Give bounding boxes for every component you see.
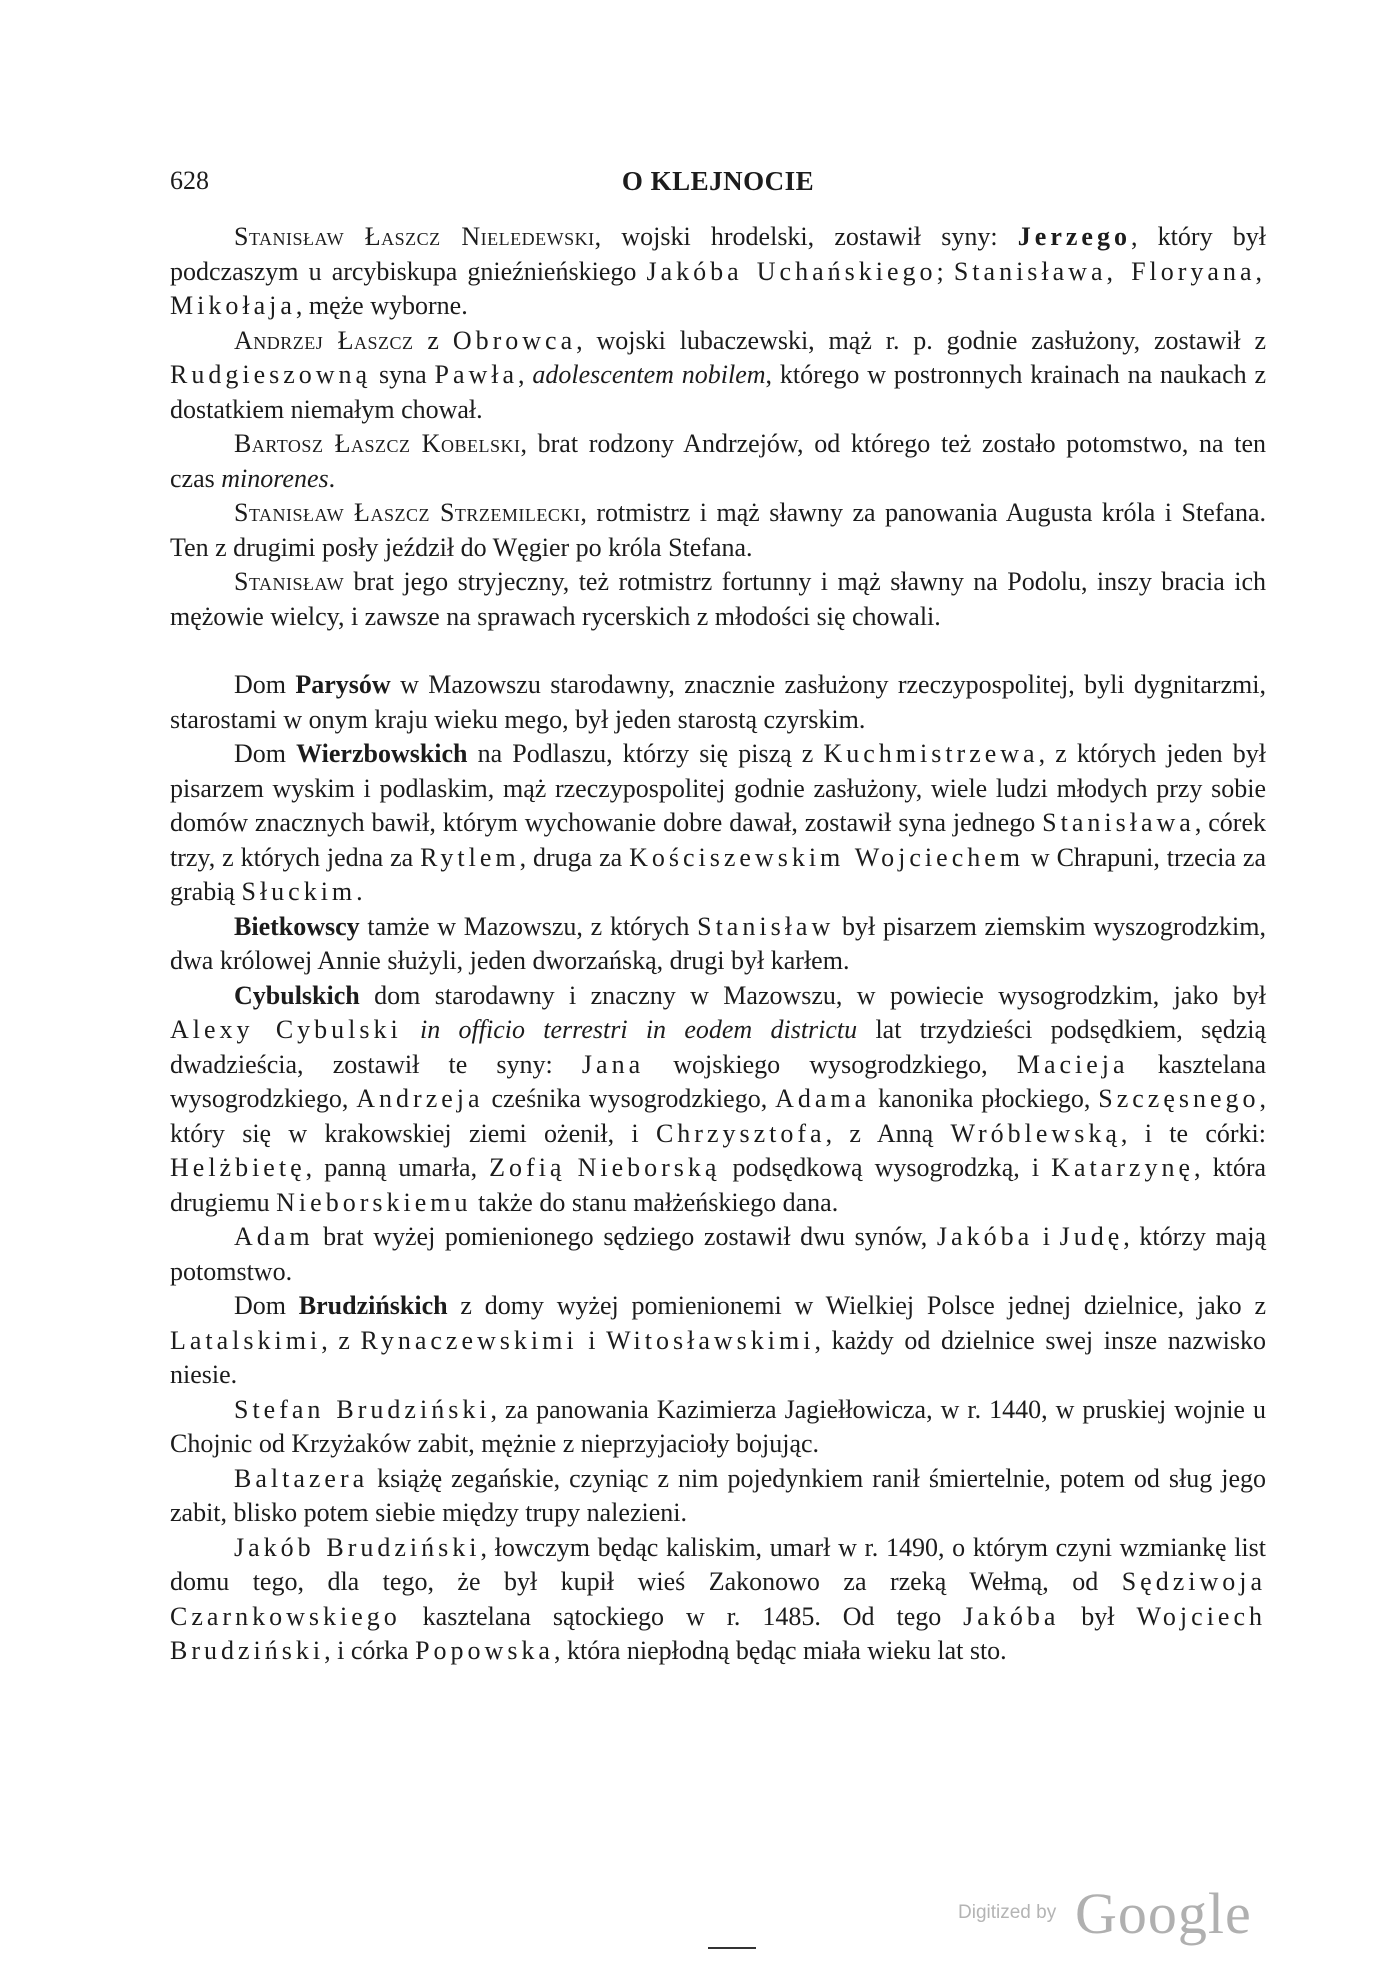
text-run: , panną umarła, bbox=[305, 1153, 490, 1182]
text-run: , który był podczaszym u arcybiskupa gnieźnieńskiego bbox=[170, 222, 1267, 286]
emphasized-text: Judę bbox=[1059, 1222, 1124, 1251]
text-run: Dom bbox=[234, 670, 296, 699]
text-run: , za panowania Kazimierza Jagiełłowicza, w r. 1440, w pruskiej wojnie u Chojnic od Krzyżaków zabit, mężnie z nieprzyjacioły bojując. bbox=[170, 1394, 1266, 1458]
text-run: był pisarzem ziemskim wyszogrodzkim, dwa królowej Annie służyli, jeden dworzańską, drugi był karłem. bbox=[170, 911, 1266, 975]
text-run: , i córka bbox=[324, 1636, 416, 1665]
text-run: w Chrapuni, trzecia za grabią bbox=[170, 842, 1266, 906]
text-run: i bbox=[577, 1325, 607, 1355]
emphasized-text: Jerzego bbox=[1017, 222, 1131, 251]
emphasized-text: minorenes bbox=[221, 463, 329, 493]
emphasized-text: Adam bbox=[234, 1222, 314, 1251]
emphasized-text: Latalskimi bbox=[170, 1325, 322, 1355]
text-run: , z Anną bbox=[825, 1118, 951, 1148]
running-title: O KLEJNOCIE bbox=[621, 166, 815, 196]
emphasized-text: Rytlem bbox=[420, 842, 520, 872]
text-run: , brat rodzony Andrzejów, od którego też zostało potomstwo, na ten czas bbox=[170, 429, 1266, 493]
emphasized-text: adolescentem nobilem bbox=[532, 360, 766, 389]
emphasized-text: Alexy Cybulski bbox=[170, 1015, 402, 1044]
emphasized-text: Sędziwoja Czarnkowskiego bbox=[170, 1567, 1266, 1631]
text-run bbox=[402, 1015, 420, 1044]
emphasized-text: Szczęsnego bbox=[1098, 1084, 1260, 1113]
paragraph bbox=[170, 496, 1266, 565]
emphasized-text: Jakóba bbox=[963, 1601, 1060, 1631]
emphasized-text: Macieja bbox=[1016, 1049, 1129, 1079]
emphasized-text: Nieborskiemu bbox=[276, 1187, 472, 1217]
digitized-watermark bbox=[958, 1880, 1258, 1946]
text-run: kasztelana sątockiego w r. 1485. Od tego bbox=[400, 1601, 964, 1631]
emphasized-text: Słuckim bbox=[241, 877, 357, 906]
emphasized-text: Jana bbox=[581, 1049, 645, 1079]
emphasized-text: Stanisława bbox=[1042, 808, 1195, 837]
text-run: kanonika płockiego, bbox=[870, 1084, 1099, 1113]
text-run: brat wyżej pomienionego sędziego zostawił dwu synów, bbox=[313, 1222, 937, 1251]
text-run: tamże w Mazowszu, z których bbox=[359, 911, 698, 941]
emphasized-text: in officio terrestri in eodem districtu bbox=[420, 1015, 858, 1044]
text-run: ; bbox=[936, 256, 954, 286]
paragraph bbox=[170, 1289, 1266, 1393]
text-run: z domy wyżej pomienionemi w Wielkiej Polsce jednej dzielnice, jako z bbox=[447, 1291, 1266, 1320]
paragraph bbox=[170, 668, 1266, 737]
text-run: cześnika wysogrodzkiego, bbox=[483, 1084, 776, 1113]
emphasized-text: Helżbietę bbox=[170, 1153, 306, 1182]
emphasized-text: Zofią bbox=[489, 1153, 566, 1182]
text-run: . bbox=[356, 877, 363, 906]
text-run: , z bbox=[321, 1325, 361, 1355]
emphasized-text: Jakóba bbox=[936, 1222, 1034, 1251]
paragraph bbox=[170, 737, 1266, 910]
emphasized-text: Brudzińskich bbox=[298, 1291, 448, 1320]
paragraph bbox=[170, 1393, 1266, 1462]
emphasized-text: Jakób Brudziński bbox=[234, 1532, 481, 1562]
text-run: , bbox=[518, 360, 533, 389]
text-run: , druga za bbox=[519, 842, 630, 872]
text-run: z bbox=[413, 325, 453, 355]
text-run: , która drugiemu bbox=[170, 1153, 1267, 1217]
emphasized-text: Stanisław Łaszcz Nieledewski bbox=[234, 222, 595, 251]
text-run: , która niepłodną będąc miała wieku lat sto. bbox=[553, 1636, 1007, 1665]
emphasized-text: Baltazera bbox=[234, 1463, 369, 1493]
emphasized-text: Stanisław bbox=[697, 911, 835, 941]
text-run: , którego w postronnych krainach na naukach z dostatkiem niemałym chował. bbox=[170, 360, 1267, 424]
text-run: , z których jeden był pisarzem wyskim i podlaskim, mąż rzeczypospolitej godnie zasłużony, wiele ludzi młodych przy sobie domów znacznych bawił, którym wychowanie dobre dawał, zostawił syna jednego bbox=[170, 739, 1267, 837]
emphasized-text: Wróblewską bbox=[950, 1118, 1121, 1148]
text-run: dom starodawny i znaczny w Mazowszu, w powiecie wysogrodzkim, jako był bbox=[359, 980, 1266, 1010]
bottom-rule bbox=[708, 1947, 756, 1949]
emphasized-text: Bartosz Łaszcz Kobelski bbox=[234, 429, 521, 458]
paragraph bbox=[170, 910, 1266, 979]
text-run: był bbox=[1059, 1601, 1137, 1631]
text-run: , córek trzy, z których jedna za bbox=[170, 808, 1266, 872]
emphasized-text: Stanisław bbox=[234, 567, 345, 596]
emphasized-text: Adama bbox=[775, 1084, 871, 1113]
emphasized-text: Cybulskich bbox=[234, 980, 360, 1010]
body-text bbox=[170, 220, 1266, 1669]
text-run: , i te córki: bbox=[1120, 1118, 1266, 1148]
emphasized-text: Nieborską bbox=[577, 1153, 721, 1182]
text-run: , wojski lubaczewski, mąż r. p. godnie zasłużony, zostawił z bbox=[576, 325, 1266, 355]
text-run: , którzy mają potomstwo. bbox=[170, 1222, 1266, 1286]
text-run: , każdy od dzielnice swej insze nazwisko niesie. bbox=[170, 1325, 1266, 1389]
page-number: 628 bbox=[170, 166, 209, 195]
text-run: syna bbox=[371, 360, 435, 389]
emphasized-text: Pawła bbox=[434, 360, 519, 389]
paragraph bbox=[170, 1531, 1266, 1669]
text-run: w Mazowszu starodawny, znacznie zasłużony rzeczypospolitej, byli dygnitarzmi, starostami w onym kraju wieku mego, był jeden starostą czyrskim. bbox=[170, 670, 1267, 734]
emphasized-text: Bietkowscy bbox=[234, 911, 360, 941]
text-run: , rotmistrz i mąż sławny za panowania Augusta króla i Stefana. Ten z drugimi posły jeździł do Węgier po króla Stefana. bbox=[170, 498, 1266, 562]
text-run bbox=[565, 1153, 577, 1182]
emphasized-text: Popowska bbox=[415, 1636, 554, 1665]
paragraph bbox=[170, 1462, 1266, 1531]
page-header bbox=[170, 166, 1266, 206]
emphasized-text: Rudgieszowną bbox=[170, 360, 372, 389]
emphasized-text: Kuchmistrzewa bbox=[823, 739, 1039, 768]
text-run: i bbox=[1033, 1222, 1060, 1251]
text-run: książę zegańskie, czyniąc z nim pojedynkiem ranił śmiertelnie, potem od sług jego zabit, blisko potem siebie między trupy nalezieni. bbox=[170, 1463, 1266, 1527]
emphasized-text: Rynaczewskimi bbox=[360, 1325, 578, 1355]
text-run: Dom bbox=[234, 1291, 299, 1320]
emphasized-text: Obrowca bbox=[452, 325, 577, 355]
text-run: wojskiego wysogrodzkiego, bbox=[644, 1049, 1017, 1079]
emphasized-text: Stefan Brudziński bbox=[234, 1394, 491, 1424]
digitized-label: Digitized by bbox=[958, 1902, 1057, 1923]
emphasized-text: Stanisława, Floryana, Mikołaja bbox=[170, 256, 1267, 320]
paragraph bbox=[170, 324, 1266, 428]
emphasized-text: Witosławskimi bbox=[606, 1325, 815, 1355]
text-run: lat trzydzieści podsędkiem, sędzią dwadzieścia, zostawił te syny: bbox=[170, 1015, 1267, 1079]
text-run: , który się w krakowskiej ziemi ożenił, i bbox=[170, 1084, 1267, 1148]
emphasized-text: Andrzeja bbox=[356, 1084, 484, 1113]
text-run: brat jego stryjeczny, też rotmistrz fortunny i mąż sławny na Podolu, inszy bracia ich mężowie wielcy, i zawsze na sprawach rycerskich z młodości się chowali. bbox=[170, 567, 1266, 631]
text-run: , łowczym będąc kaliskim, umarł w r. 1490, o którym czyni wzmiankę list domu tego, dla tego, że był kupił wieś Zakonowo za rzeką Wełmą, od bbox=[170, 1532, 1266, 1596]
text-run: podsędkową wysogrodzką, i bbox=[720, 1153, 1052, 1182]
paragraph bbox=[170, 565, 1266, 634]
emphasized-text: Kościszewskim Wojciechem bbox=[629, 842, 1024, 872]
google-logo: Google bbox=[1075, 1881, 1252, 1946]
text-run: . bbox=[328, 463, 336, 493]
text-run: Dom bbox=[234, 739, 297, 768]
emphasized-text: Parysów bbox=[295, 670, 391, 699]
emphasized-text: Wierzbowskich bbox=[296, 739, 468, 768]
text-run: na Podlaszu, którzy się piszą z bbox=[467, 739, 824, 768]
paragraph bbox=[170, 1220, 1266, 1289]
paragraph bbox=[170, 979, 1266, 1221]
emphasized-text: Jakóba Uchańskiego bbox=[646, 256, 937, 286]
emphasized-text: Andrzej Łaszcz bbox=[234, 325, 414, 355]
emphasized-text: Wojciech Brudziński bbox=[170, 1601, 1266, 1665]
text-run: także do stanu małżeńskiego dana. bbox=[471, 1187, 839, 1217]
paragraph bbox=[170, 220, 1266, 324]
emphasized-text: Stanisław Łaszcz Strzemilecki bbox=[234, 498, 581, 527]
emphasized-text: Chrzysztofa bbox=[655, 1118, 826, 1148]
text-run: , męże wyborne. bbox=[295, 291, 468, 320]
text-run: kasztelana wysogrodzkiego, bbox=[170, 1049, 1266, 1113]
paragraph bbox=[170, 427, 1266, 496]
text-run: , wojski hrodelski, zostawił syny: bbox=[594, 222, 1018, 251]
emphasized-text: Katarzynę bbox=[1051, 1153, 1194, 1182]
